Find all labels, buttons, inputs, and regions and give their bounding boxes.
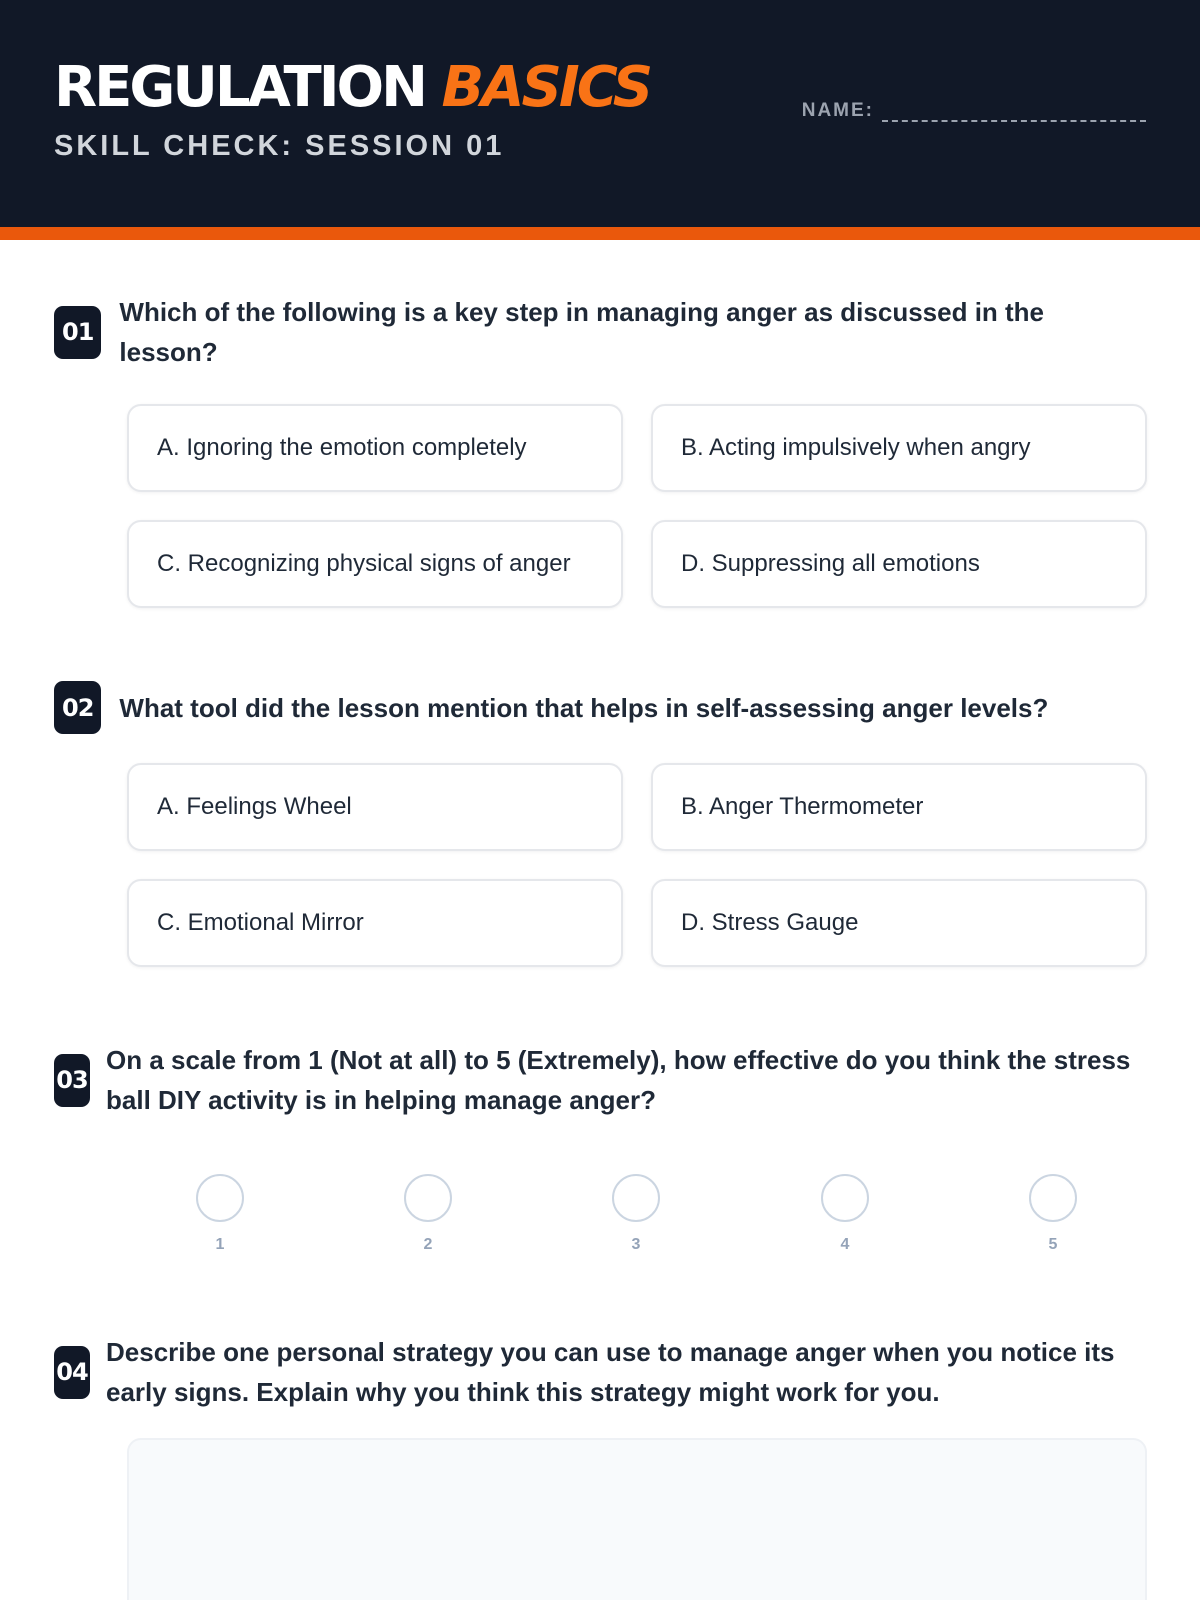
radio-circle[interactable] (196, 1174, 244, 1222)
radio-circle[interactable] (1029, 1174, 1077, 1222)
title-accent: BASICS (441, 55, 651, 120)
written-answer-field[interactable] (127, 1438, 1147, 1600)
question-4 (54, 1332, 1146, 1412)
rating-label: 4 (840, 1236, 850, 1253)
question-2-head (54, 681, 1146, 734)
question-number-badge: 03 (54, 1054, 90, 1107)
rating-label: 5 (1048, 1236, 1058, 1253)
header (0, 0, 1200, 227)
radio-circle[interactable] (612, 1174, 660, 1222)
rating-option-2[interactable] (388, 1174, 468, 1254)
option-a[interactable]: A. Ignoring the emotion completely (127, 404, 623, 492)
question-text: Which of the following is a key step in managing anger as discussed in the lesson? (119, 297, 1045, 367)
question-1-head (54, 292, 1146, 372)
name-label: NAME: (801, 100, 874, 121)
question-text: What tool did the lesson mention that helps in self-assessing anger levels? (119, 692, 1049, 723)
question-text: On a scale from 1 (Not at all) to 5 (Extremely), how effective do you think the stress ball DIY activity is in helping manage anger? (106, 1045, 1131, 1115)
rating-option-5[interactable] (1013, 1174, 1093, 1254)
question-number-badge: 02 (54, 681, 101, 734)
answer-options (127, 404, 1146, 608)
title-main: REGULATION (54, 55, 425, 120)
rating-scale (120, 1174, 1120, 1264)
header-accent-bar (0, 227, 1200, 240)
rating-option-1[interactable] (180, 1174, 260, 1254)
question-2 (54, 681, 1146, 967)
question-number-badge: 01 (54, 306, 101, 359)
name-blank-line[interactable] (882, 102, 1146, 122)
option-b[interactable]: B. Anger Thermometer (651, 763, 1147, 851)
worksheet-title (54, 52, 650, 124)
radio-circle[interactable] (404, 1174, 452, 1222)
radio-circle[interactable] (821, 1174, 869, 1222)
session-subtitle: SKILL CHECK: SESSION 01 (54, 130, 505, 162)
question-1 (54, 292, 1146, 608)
rating-label: 3 (631, 1236, 641, 1253)
answer-options (127, 763, 1146, 967)
question-4-head (54, 1332, 1146, 1412)
rating-label: 1 (215, 1236, 225, 1253)
option-b[interactable]: B. Acting impulsively when angry (651, 404, 1147, 492)
question-number-badge: 04 (54, 1346, 90, 1399)
rating-option-3[interactable] (596, 1174, 676, 1254)
question-3-head (54, 1040, 1146, 1120)
option-c[interactable]: C. Recognizing physical signs of anger (127, 520, 623, 608)
rating-label: 2 (423, 1236, 433, 1253)
option-c[interactable]: C. Emotional Mirror (127, 879, 623, 967)
question-3 (54, 1040, 1146, 1120)
option-d[interactable]: D. Stress Gauge (651, 879, 1147, 967)
option-d[interactable]: D. Suppressing all emotions (651, 520, 1147, 608)
question-text: Describe one personal strategy you can use to manage anger when you notice its early signs. Explain why you think this strategy might work for you. (106, 1337, 1115, 1407)
rating-option-4[interactable] (805, 1174, 885, 1254)
option-a[interactable]: A. Feelings Wheel (127, 763, 623, 851)
name-field[interactable] (802, 100, 1146, 122)
